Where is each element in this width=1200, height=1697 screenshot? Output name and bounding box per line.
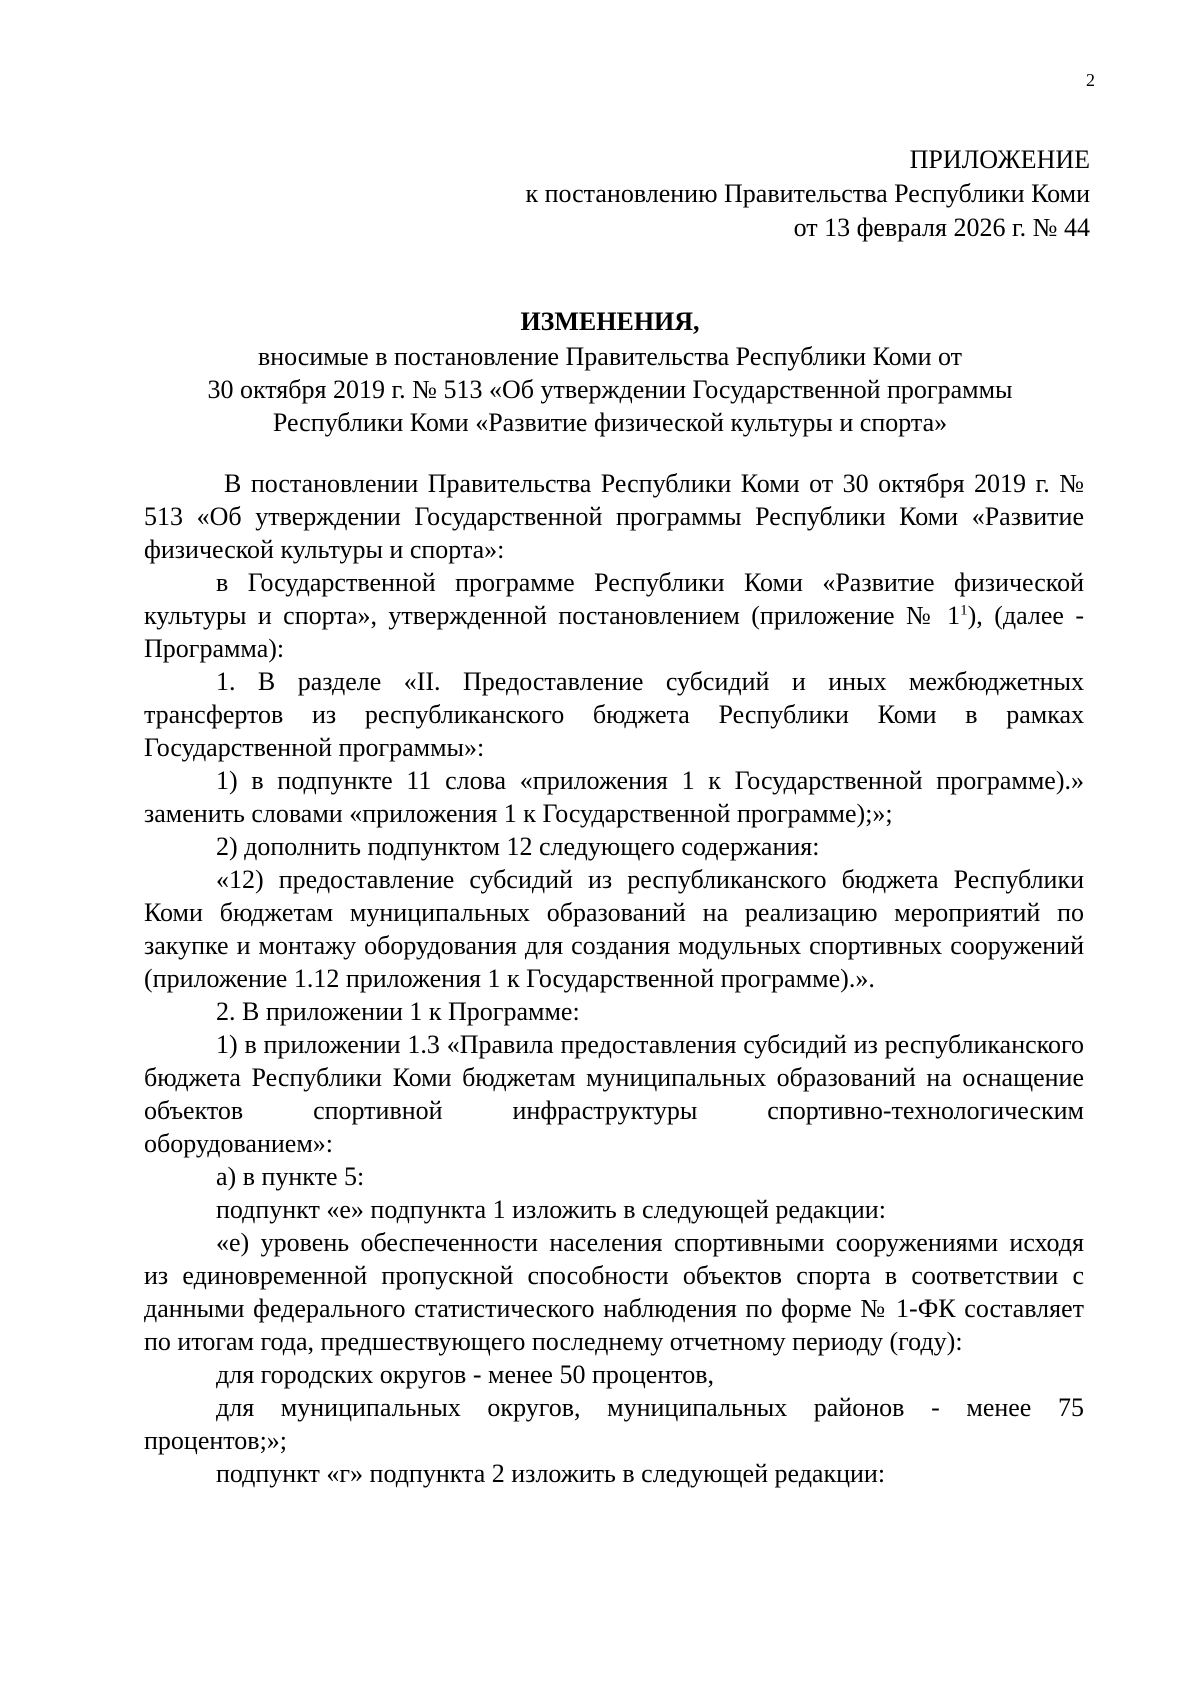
appendix-reference: к постановлению Правительства Республики Коми	[525, 179, 1090, 208]
document-body	[144, 467, 1084, 1490]
body-paragraph	[144, 566, 1084, 665]
document-subtitle-line: Республики Коми «Развитие физической культуры и спорта»	[272, 408, 948, 437]
body-paragraph: 1. В разделе «II. Предоставление субсидий и иных межбюджетных трансфертов из республиканского бюджета Республики Коми в рамках Государственной программы»:	[144, 667, 1084, 762]
body-paragraph: подпункт «г» подпункта 2 изложить в следующей редакции:	[216, 1459, 886, 1488]
body-paragraph: 1) в подпункте 11 слова «приложения 1 к Государственной программе).» заменить словами «приложения 1 к Государственной программе);»;	[144, 766, 1084, 828]
body-paragraph: для городских округов - менее 50 процентов,	[216, 1360, 715, 1389]
body-paragraph: 2. В приложении 1 к Программе:	[216, 997, 580, 1026]
document-subtitle-line: вносимые в постановление Правительства Республики Коми от	[257, 342, 963, 371]
appendix-date-number: от 13 февраля 2026 г. № 44	[793, 213, 1090, 242]
document-title-block	[150, 305, 1070, 439]
body-paragraph: В постановлении Правительства Республики Коми от 30 октября 2019 г. № 513 «Об утверждении Государственной программы Республики Коми «Развитие физической культуры и спорта»:	[144, 469, 1084, 564]
document-heading: ИЗМЕНЕНИЯ,	[520, 307, 700, 336]
body-paragraph: «12) предоставление субсидий из республиканского бюджета Республики Коми бюджетам муниципальных образований на реализацию мероприятий по закупке и монтажу оборудования для создания модульных спортивных сооружений (приложение 1.12 приложения 1 к Государственной программе).».	[144, 865, 1084, 993]
page-number: 2	[1086, 70, 1095, 90]
body-paragraph: 1) в приложении 1.3 «Правила предоставления субсидий из республиканского бюджета Республики Коми бюджетам муниципальных образований на оснащение объектов спортивной инфраструктуры спортивно-технологическим оборудованием»:	[144, 1030, 1084, 1158]
body-paragraph: подпункт «е» подпункта 1 изложить в следующей редакции:	[216, 1195, 886, 1224]
body-paragraph: «е) уровень обеспеченности населения спортивными сооружениями исходя из единовременной пропускной способности объектов спорта в соответствии с данными федерального статистического наблюдения по форме № 1-ФК составляет по итогам года, предшествующего последнему отчетному периоду (году):	[144, 1228, 1084, 1356]
appendix-label: ПРИЛОЖЕНИЕ	[909, 145, 1090, 174]
document-subtitle-line: 30 октября 2019 г. № 513 «Об утверждении Государственной программы	[207, 375, 1013, 404]
paragraph-text: ), (далее - Программа):	[144, 601, 1084, 663]
body-paragraph: а) в пункте 5:	[216, 1162, 365, 1191]
body-paragraph: для муниципальных округов, муниципальных районов - менее 75 процентов;»;	[144, 1393, 1084, 1455]
superscript: 1	[960, 602, 968, 619]
paragraph-text: в Государственной программе Республики Коми «Развитие физической культуры и спорта», утвержденной постановлением (приложение № 1	[144, 568, 1084, 630]
appendix-header	[525, 143, 1090, 245]
body-paragraph: 2) дополнить подпунктом 12 следующего содержания:	[216, 832, 820, 861]
